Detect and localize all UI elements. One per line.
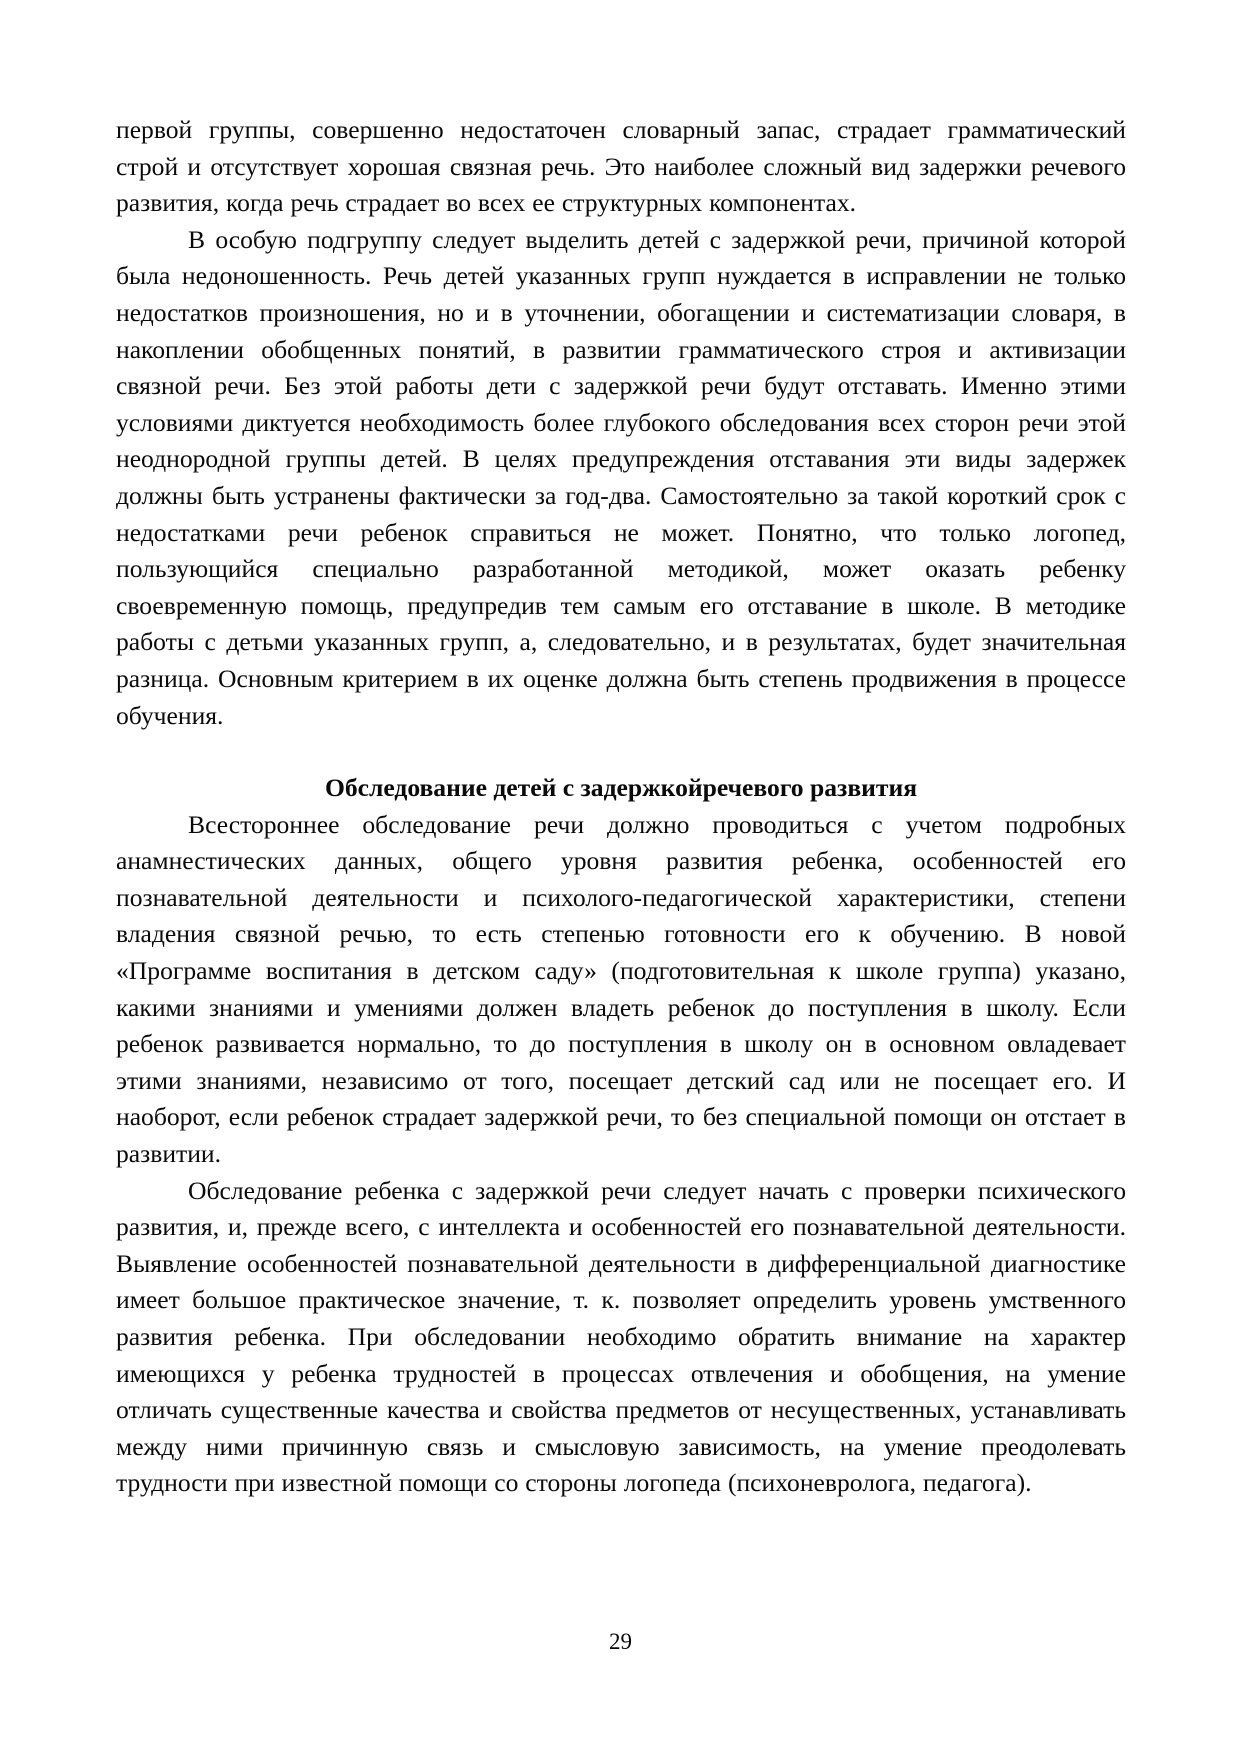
section-heading: Обследование детей с задержкойречевого развития xyxy=(324,773,918,803)
paragraph-2: В особую подгруппу следует выделить детей с задержкой речи, причиной которой была недоношенность. Речь детей указанных групп нуждается в исправлении не только недостатков произношения, но и в уточнении, обогащении и систематизации словаря, в накоплении обобщенных понятий, в развитии грамматического строя и активизации связной речи. Без этой работы дети с задержкой речи будут отставать. Именно этими условиями диктуется необходимость более глубокого обследования всех сторон речи этой неоднородной группы детей. В целях предупреждения отставания эти виды задержек должны быть устранены фактически за год-два. Самостоятельно за такой короткий срок с недостатками речи ребенок справиться не может. Понятно, что только логопед, пользующийся специально разработанной методикой, может оказать ребенку своевременную помощь, предупредив тем самым его отставание в школе. В методике работы с детьми указанных групп, а, следовательно, и в результатах, будет значительная разница. Основным критерием в их оценке должна быть степень продвижения в процессе обучения. xyxy=(116,224,1126,730)
heading-spacer xyxy=(116,734,1126,770)
text-column xyxy=(116,112,1126,1502)
paragraph-4: Обследование ребенка с задержкой речи следует начать с проверки психического развития, и, прежде всего, с интеллекта и особенностей его познавательной деятельности. Выявление особенностей познавательной деятельности в дифференциальной диагностике имеет большое практическое значение, т. к. позволяет определить уровень умственного развития ребенка. При обследовании необходимо обратить внимание на характер имеющихся у ребенка трудностей в процессах отвлечения и обобщения, на умение отличать существенные качества и свойства предметов от несущественных, устанавливать между ними причинную связь и смысловую зависимость, на умение преодолевать трудности при известной помощи со стороны логопеда (психоневролога, педагога). xyxy=(116,1175,1126,1498)
page-number: 29 xyxy=(609,1629,632,1654)
paragraph-3: Всестороннее обследование речи должно проводиться с учетом подробных анамнестических данных, общего уровня развития ребенка, особенностей его познавательной деятельности и психолого-педагогической характеристики, степени владения связной речью, то есть степенью готовности его к обучению. В новой «Программе воспитания в детском саду» (подготовительная к школе группа) указано, какими знаниями и умениями должен владеть ребенок до поступления в школу. Если ребенок развивается нормально, то до поступления в школу он в основном овладевает этими знаниями, независимо от того, посещает детский сад или не посещает его. И наоборот, если ребенок страдает задержкой речи, то без специальной помощи он отстает в развитии. xyxy=(116,809,1126,1169)
paragraph-continued: первой группы, совершенно недостаточен словарный запас, страдает грамматический строй и отсутствует хорошая связная речь. Это наиболее сложный вид задержки речевого развития, когда речь страдает во всех ее структурных компонентах. xyxy=(116,115,1126,218)
